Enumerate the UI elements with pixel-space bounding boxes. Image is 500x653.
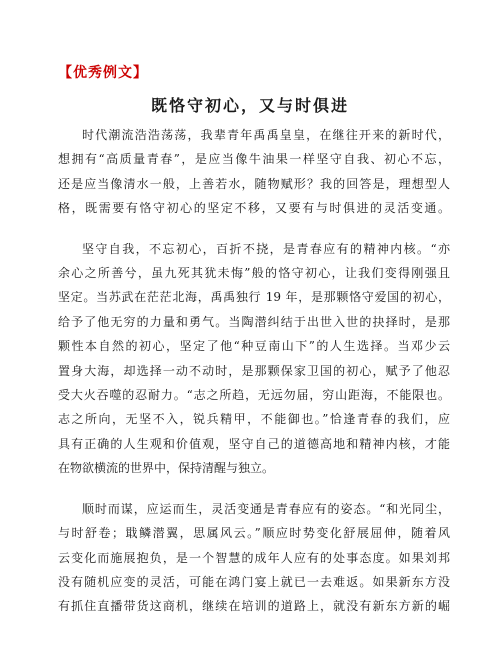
text-line: 志之所向，无坚不入，锐兵精甲，不能御也。”恰逢青春的我们，应 [58,412,450,427]
essay-title: 既恪守初心，又与时俱进 [150,96,349,115]
paragraph-1 [58,123,450,221]
text-line: 颗性本自然的初心，坚定了他“种豆南山下”的人生选择。当邓少云 [58,339,450,354]
text-line: 在物欲横流的世界中，保持清醒与独立。 [58,461,275,476]
text-line: 给予了他无穷的力量和勇气。当陶潜纠结于出世入世的抉择时，是那 [58,314,450,329]
text-line: 置身大海，却选择一动不动时，是那颗保家卫国的初心，赋予了他忍 [58,363,450,378]
text-line: 还是应当像清水一般，上善若水，随物赋形？我的回答是，理想型人 [58,176,450,191]
text-line: 余心之所善兮，虽九死其犹未悔”般的恪守初心，让我们变得刚强且 [58,266,450,281]
text-line: 想拥有“高质量青春”，是应当像牛油果一样坚守自我、初心不忘， [58,152,450,167]
text-line: 坚定。当苏武在茫茫北海，禹禹独行 19 年，是那颗恪守爱国的初心， [58,290,450,305]
text-line: 受大火吞噬的忍耐力。“志之所趋，无远勿届，穷山距海，不能限也。 [58,388,450,403]
text-line: 格，既需要有恪守初心的坚定不移，又要有与时俱进的灵活变通。 [58,201,450,216]
paragraph-3 [58,497,450,619]
text-line: 云变化而施展抱负，是一个智慧的成年人应有的处事态度。如果刘邦 [58,550,450,565]
text-line: 时代潮流浩浩荡荡，我辈青年禹禹皇皇，在继往开来的新时代， [82,128,450,142]
text-line: 坚守自我，不忘初心，百折不挠，是青春应有的精神内核。“亦 [82,241,450,256]
text-line: 没有随机应变的灵活，可能在鸿门宴上就已一去难返。如果新东方没 [58,574,450,589]
text-line: 顺时而谋，应运而生，灵活变通是青春应有的姿态。“和光同尘， [82,501,450,516]
text-line: 具有正确的人生观和价值观，坚守自己的道德高地和精神内核，才能 [58,436,450,451]
paragraph-2 [58,237,450,481]
text-line: 有抓住直播带货这商机，继续在培训的道路上，就没有新东方新的崛 [58,599,450,614]
example-label: 【优秀例文】 [58,65,148,81]
essay-body [58,123,450,619]
text-line: 与时舒卷；戢鳞潜翼，思属风云。”顺应时势变化舒展屈伸，随着风 [58,526,450,541]
